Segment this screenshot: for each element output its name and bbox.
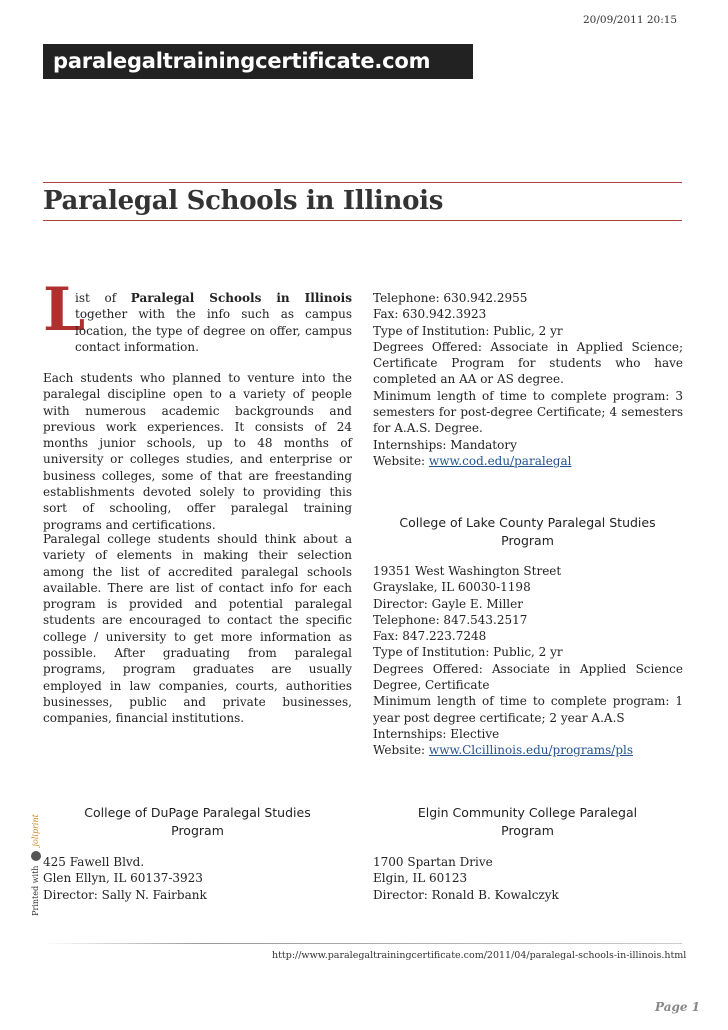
title-bottom-rule — [43, 220, 682, 221]
lake-county-details — [373, 563, 683, 759]
cod-type: Type of Institution: Public, 2 yr — [373, 323, 563, 338]
left-paragraph-2: Paralegal college students should think about a variety of elements in making their selection among the list of accredited paralegal schools available. There are list of contact info for each program is provided and potential paralegal students are encouraged to contact the specific college / university to get more information as possible. After graduating from paralegal programs, program graduates are usually employed in law companies, courts, authorities businesses, public and private businesses, companies, financial institutions. — [43, 532, 352, 726]
dupage-heading: College of DuPage Paralegal Studies Program — [84, 805, 311, 838]
printed-with-sidebar — [16, 800, 38, 920]
left-paragraph-1: Each students who planned to venture into the paralegal discipline open to a variety of people with numerous academic backgrounds and previous work experiences. It consists of 24 months junior schools, up to 48 months of university or colleges studies, and enterprise or business colleges, some of that are freestanding establishments devoted solely to providing this sort of schooling, offer paralegal training programs and certifications. — [43, 371, 352, 532]
lake-county-address1: 19351 West Washington Street — [373, 564, 562, 578]
intro-text-after: together with the info such as campus location, the type of degree on offer, campus contact information. — [75, 307, 352, 354]
elgin-address1: 1700 Spartan Drive — [373, 855, 493, 869]
elgin-director: Director: Ronald B. Kowalczyk — [373, 887, 559, 902]
lake-county-fax: Fax: 847.223.7248 — [373, 629, 487, 644]
lake-county-type: Type of Institution: Public, 2 yr — [373, 645, 563, 660]
drop-cap: L — [43, 275, 86, 345]
cod-min-length: Minimum length of time to complete program: 3 semesters for post-degree Certificate; 4 semesters for A.A.S. Degree. — [373, 388, 683, 436]
lake-county-address2: Grayslake, IL 60030-1198 — [373, 580, 531, 595]
cod-fax: Fax: 630.942.3923 — [373, 307, 487, 322]
cod-internships: Internships: Mandatory — [373, 437, 517, 452]
joliprint-logo-icon — [31, 851, 41, 861]
dupage-director: Director: Sally N. Fairbank — [43, 887, 207, 902]
cod-website-line — [373, 453, 683, 469]
title-top-rule — [43, 182, 682, 183]
timestamp: 20/09/2011 20:15 — [583, 14, 678, 26]
lake-county-website-link[interactable]: www.Clcillinois.edu/programs/pls — [428, 743, 634, 758]
dupage-details — [43, 854, 352, 903]
cod-details — [373, 290, 683, 469]
page-title: Paralegal Schools in Illinois — [43, 186, 444, 216]
printed-with-label: Printed with — [31, 865, 40, 916]
cod-degrees: Degrees Offered: Associate in Applied Science; Certificate Program for students who have completed an AA or AS degree. — [373, 339, 683, 387]
lake-county-degrees: Degrees Offered: Associate in Applied Science Degree, Certificate — [373, 661, 683, 693]
site-banner: paralegaltrainingcertificate.com — [43, 44, 473, 79]
elgin-address2: Elgin, IL 60123 — [373, 871, 468, 886]
cod-website-link[interactable]: www.cod.edu/paralegal — [428, 453, 572, 468]
footer-rule — [43, 943, 682, 944]
cod-website-label: Website: — [373, 453, 429, 468]
footer-url: http://www.paralegaltrainingcertificate.com/2011/04/paralegal-schools-in-illinois.html — [272, 950, 687, 961]
joliprint-brand: joliprint — [31, 814, 40, 847]
lake-county-min-length: Minimum length of time to complete program: 1 year post degree certificate; 2 year A.A.S — [373, 694, 683, 725]
lake-county-telephone: Telephone: 847.543.2517 — [373, 612, 528, 627]
printed-with-text — [31, 805, 41, 925]
cod-telephone: Telephone: 630.942.2955 — [373, 291, 528, 305]
lake-county-website-label: Website: — [373, 743, 429, 758]
intro-text-before: ist of — [75, 291, 131, 305]
elgin-heading: Elgin Community College Paralegal Program — [417, 805, 638, 838]
dupage-address1: 425 Fawell Blvd. — [43, 855, 145, 869]
dupage-address2: Glen Ellyn, IL 60137-3923 — [43, 871, 203, 886]
intro-bold: Paralegal Schools in Illinois — [130, 291, 352, 305]
lake-county-heading: College of Lake County Paralegal Studies Program — [399, 515, 656, 548]
elgin-details — [373, 854, 683, 903]
intro-paragraph — [75, 290, 352, 355]
lake-county-website-line — [373, 742, 683, 758]
lake-county-director: Director: Gayle E. Miller — [373, 596, 523, 611]
lake-county-internships: Internships: Elective — [373, 726, 500, 741]
page-number: Page 1 — [655, 1000, 701, 1014]
